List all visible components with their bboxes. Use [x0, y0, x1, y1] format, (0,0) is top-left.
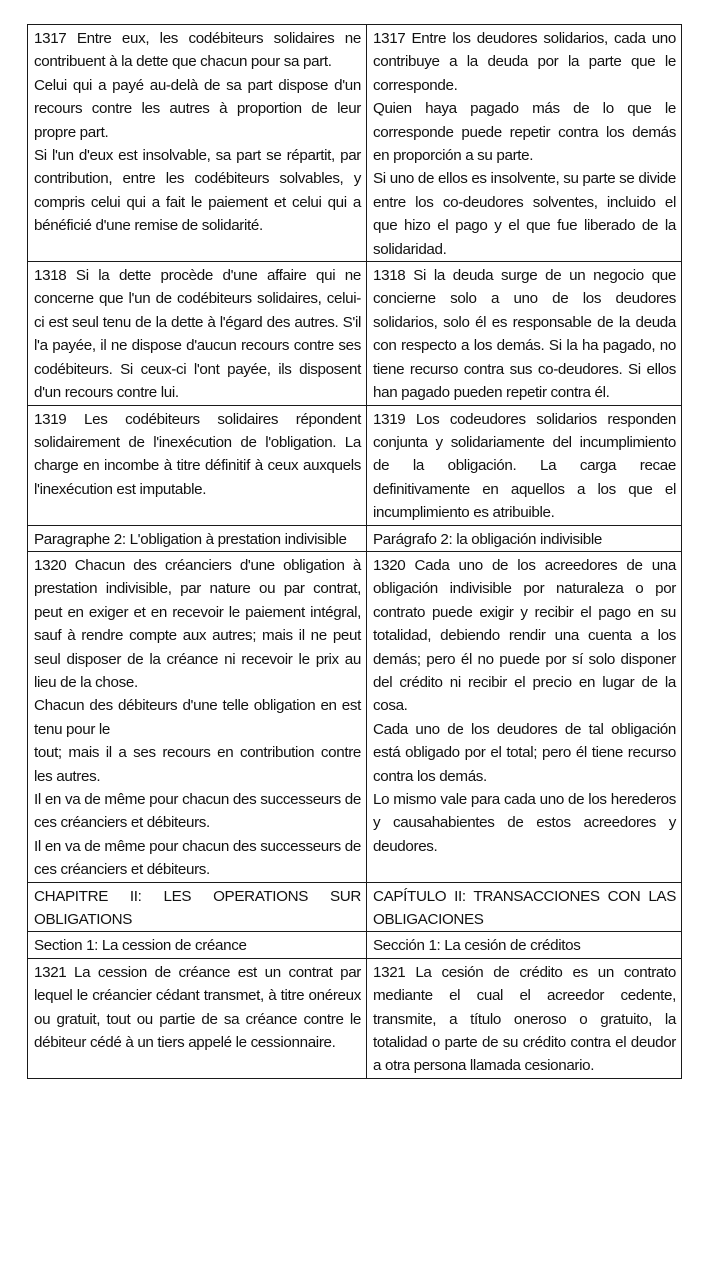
spanish-heading-cell [367, 525, 682, 551]
paragraph: Quien haya pagado más de lo que le corresponde puede repetir contra los demás en proporción a su parte. [373, 100, 676, 165]
french-cell [28, 551, 367, 882]
table-row-section-heading [28, 932, 682, 958]
paragraph: 1317 Entre eux, les codébiteurs solidaires ne contribuent à la dette que chacun pour sa part. [34, 30, 361, 71]
paragraph: Si l'un d'eux est insolvable, sa part se répartit, par contribution, entre les codébiteurs solvables, y compris celui qui a fait le paiement et celui qui a bénéficié d'une remise de solidarité. [34, 147, 361, 235]
paragraph: Si uno de ellos es insolvente, su parte se divide entre los co-deudores solventes, incluido el que hizo el pago y el que fue liberado de la solidaridad. [373, 170, 676, 258]
table-row-1317 [28, 25, 682, 262]
section-heading: Parágrafo 2: la obligación indivisible [373, 530, 603, 548]
paragraph: 1321 La cesión de crédito es un contrato mediante el cual el acreedor cedente, transmite, a título oneroso o gratuito, la totalidad o parte de su crédito contra el deudor a otra persona llamada cesionario. [373, 963, 676, 1075]
paragraph: Celui qui a payé au-delà de sa part dispose d'un recours contre les autres à proportion de leur propre part. [34, 76, 361, 141]
french-cell [28, 25, 367, 262]
spanish-cell [367, 958, 682, 1078]
french-cell [28, 958, 367, 1078]
paragraph: Cada uno de los deudores de tal obligación está obligado por el total; pero él tiene recurso contra los demás. [373, 720, 676, 785]
section-heading: Section 1: La cession de créance [34, 937, 247, 955]
table-row-1319 [28, 405, 682, 525]
chapter-heading: CAPÍTULO II: TRANSACCIONES CON LAS OBLIGACIONES [373, 887, 676, 929]
chapter-heading: CHAPITRE II: LES OPERATIONS SUR OBLIGATIONS [34, 887, 361, 929]
french-cell [28, 262, 367, 405]
french-cell [28, 405, 367, 525]
paragraph: 1321 La cession de créance est un contrat par lequel le créancier cédant transmet, à titre onéreux ou gratuit, tout ou partie de sa créance contre le débiteur cédé à un tiers appelé le cessionnaire. [34, 963, 361, 1052]
section-heading: Paragraphe 2: L'obligation à prestation indivisible [34, 530, 347, 548]
paragraph: 1319 Los codeudores solidarios responden conjunta y solidariamente del incumplimiento de la obligación. La carga recae definitivamente en aquellos a los que el incumplimiento es atribuible. [373, 410, 676, 522]
french-heading-cell [28, 882, 367, 932]
section-heading: Sección 1: La cesión de créditos [373, 937, 581, 955]
paragraph: 1318 Si la deuda surge de un negocio que concierne solo a uno de los deudores solidarios, solo él es responsable de la deuda con respecto a los demás. Si la ha pagado, no tiene recurso contra sus co-deudores. Si ellos han pagado pueden repetir contra él. [373, 267, 676, 402]
spanish-cell [367, 405, 682, 525]
table-row-paragraph-heading [28, 525, 682, 551]
table-row-1318 [28, 262, 682, 405]
spanish-cell [367, 262, 682, 405]
paragraph: Il en va de même pour chacun des successeurs de ces créanciers et débiteurs. [34, 791, 361, 832]
table-row-1321 [28, 958, 682, 1078]
paragraph: 1318 Si la dette procède d'une affaire qui ne concerne que l'un de codébiteurs solidaires, celui-ci est seul tenu de la dette à l'égard des autres. S'il l'a payée, il ne dispose d'aucun recours contre ses codébiteurs. Si ceux-ci l'ont payée, ils disposent d'un recours contre lui. [34, 267, 361, 402]
paragraph: Lo mismo vale para cada uno de los herederos y causahabientes de estos acreedores y deudores. [373, 791, 676, 855]
spanish-cell [367, 25, 682, 262]
spanish-heading-cell [367, 932, 682, 958]
paragraph: Il en va de même pour chacun des successeurs de ces créanciers et débiteurs. [34, 837, 361, 879]
paragraph: 1317 Entre los deudores solidarios, cada uno contribuye a la deuda por la parte que le corresponde. [373, 30, 676, 94]
spanish-heading-cell [367, 882, 682, 932]
paragraph: 1320 Cada uno de los acreedores de una obligación indivisible por naturaleza o por contrato puede exigir y recibir el pago en su totalidad, debiendo rendir una cuenta a los demás; pero él no puede por sí solo disponer del crédito ni recibir el precio en lugar de la cosa. [373, 556, 676, 715]
french-heading-cell [28, 932, 367, 958]
paragraph: Chacun des débiteurs d'une telle obligation en est tenu pour le [34, 697, 361, 738]
table-row-chapter-heading [28, 882, 682, 932]
table-row-1320 [28, 551, 682, 882]
spanish-cell [367, 551, 682, 882]
french-heading-cell [28, 525, 367, 551]
bilingual-code-table [27, 24, 682, 1079]
paragraph: 1320 Chacun des créanciers d'une obligation à prestation indivisible, par nature ou par contrat, peut en exiger et en recevoir le paiement intégral, sauf à rendre compte aux autres; mais il ne peut seul disposer de la créance ni recevoir le prix au lieu de la chose. [34, 556, 361, 691]
paragraph: 1319 Les codébiteurs solidaires répondent solidairement de l'inexécution de l'obligation. La charge en incombe à titre définitif à ceux auxquels l'inexécution est imputable. [34, 410, 361, 498]
paragraph: tout; mais il a ses recours en contribution contre les autres. [34, 744, 361, 785]
